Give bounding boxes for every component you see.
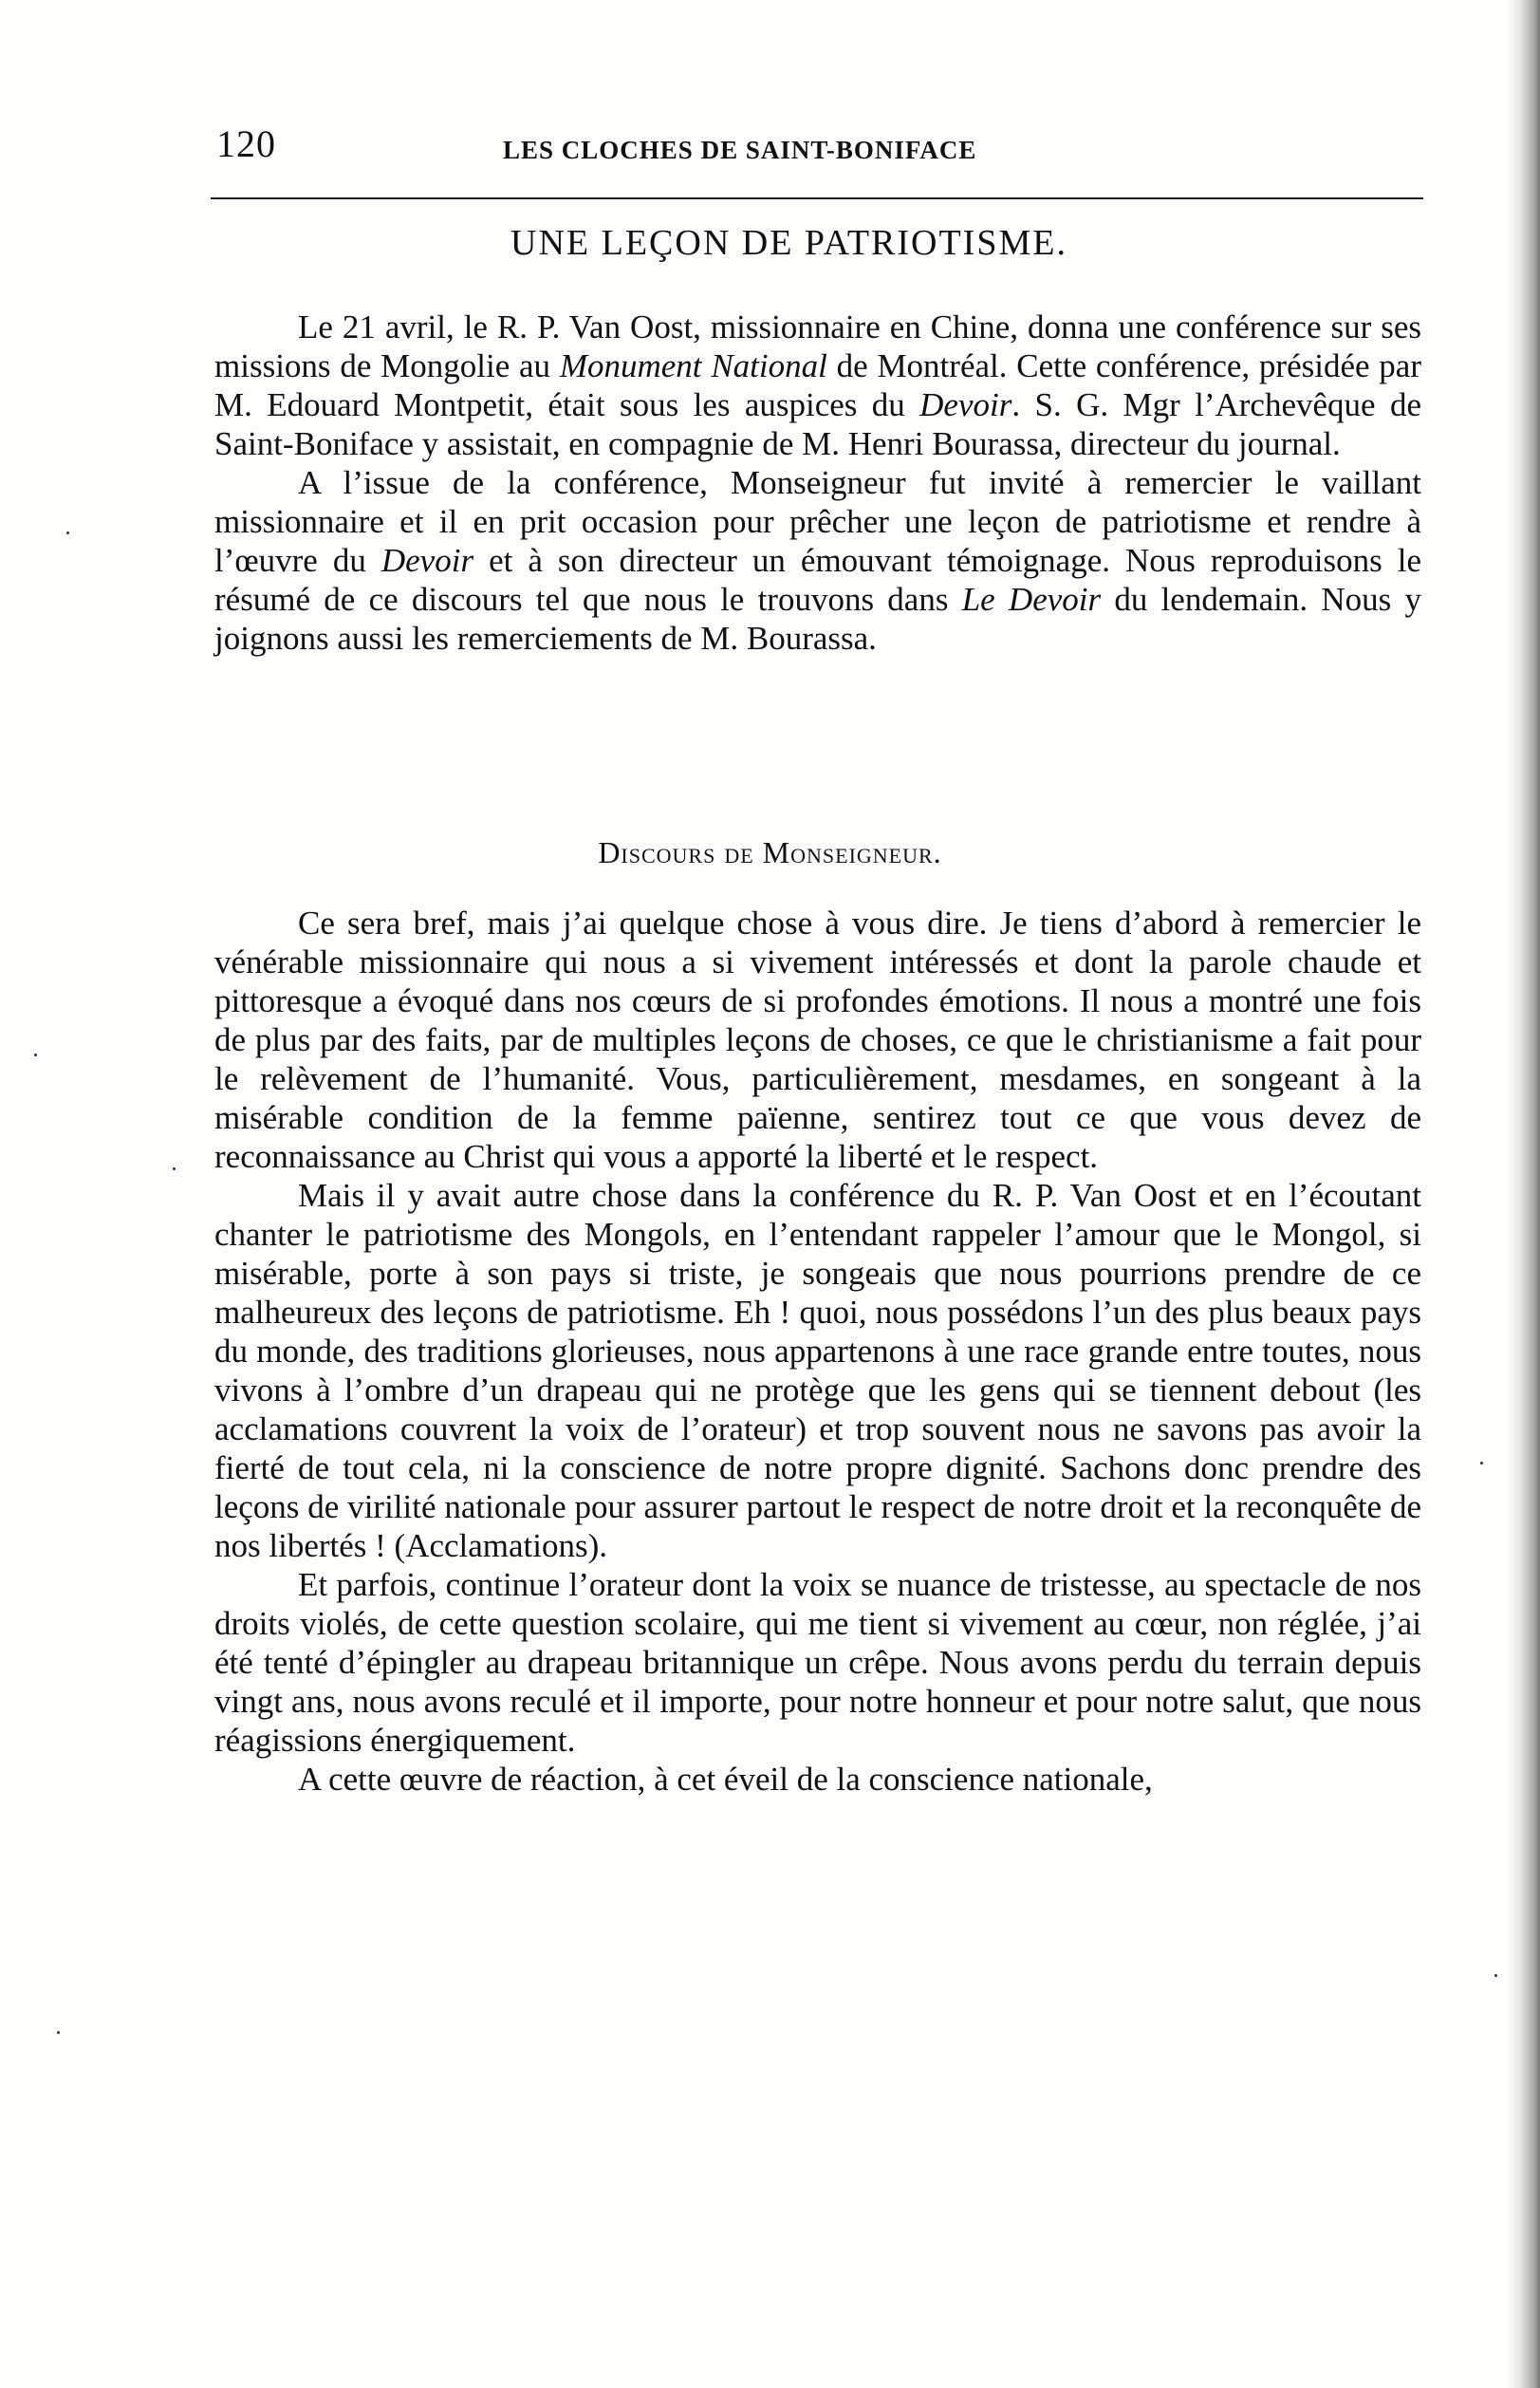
intro-1-text-a: Le 21 avril, le R. P. Van Oost, missionnaire en Chine, donna une conférence sur ses missions de Mongolie au <box>214 308 1421 384</box>
intro-1-italic-devoir: Devoir <box>919 386 1012 423</box>
scan-speck <box>57 2031 60 2034</box>
scan-speck <box>1480 1462 1483 1465</box>
page-edge-shadow <box>1506 0 1540 2388</box>
intro-2-italic-devoir: Devoir <box>380 542 474 579</box>
scan-speck <box>1494 1974 1497 1977</box>
intro-section <box>214 308 1421 658</box>
speech-subheading: Discours de Monseigneur. <box>598 835 942 869</box>
article-title: UNE LEÇON DE PATRIOTISME. <box>510 223 1067 263</box>
intro-2-text-b: et à son directeur un émouvant témoignage. Nous reproduisons le résumé de ce discours tel que nous le trouvons dans <box>214 542 1421 618</box>
intro-paragraph-2 <box>214 463 1421 658</box>
header-rule <box>211 197 1423 199</box>
intro-2-text-c: du lendemain. Nous y joignons aussi les remerciements de M. Bourassa. <box>214 581 1421 657</box>
intro-paragraph-1 <box>214 308 1421 463</box>
speech-paragraph-3: Et parfois, continue l’orateur dont la voix se nuance de tristesse, au spectacle de nos droits violés, de cette question scolaire, qui me tient si vivement au cœur, non réglée, j’ai été tenté d’épingler au drapeau britannique un crêpe. Nous avons perdu du terrain depuis vingt ans, nous avons reculé et il importe, pour notre honneur et pour notre salut, que nous réagissions énergiquement. <box>214 1566 1421 1759</box>
scan-speck <box>173 1167 176 1170</box>
speech-paragraph-1: Ce sera bref, mais j’ai quelque chose à vous dire. Je tiens d’abord à remercier le vénérable missionnaire qui nous a si vivement intéressés et dont la parole chaude et pittoresque a évoqué dans nos cœurs de si profondes émotions. Il nous a montré une fois de plus par des faits, par de multiples leçons de choses, ce que le christianisme a fait pour le relèvement de l’humanité. Vous, particulièrement, mesdames, en songeant à la misérable condition de la femme païenne, sentirez tout ce que vous devez de reconnaissance au Christ qui vous a apporté la liberté et le respect. <box>214 905 1421 1175</box>
page-number: 120 <box>216 122 276 165</box>
speech-section <box>214 904 1421 1799</box>
scan-speck <box>34 1054 37 1056</box>
scan-speck <box>66 532 69 534</box>
intro-2-text-a: A l’issue de la conférence, Monseigneur fut invité à remercier le vaillant missionnaire et il en prit occasion pour prêcher une leçon de patriotisme et rendre à l’œuvre du <box>214 464 1421 579</box>
running-title: LES CLOCHES DE SAINT-BONIFACE <box>503 136 977 164</box>
intro-2-italic-le-devoir: Le Devoir <box>961 581 1102 618</box>
intro-1-text-b: de Montréal. Cette conférence, présidée par M. Edouard Montpetit, était sous les auspices du <box>214 347 1421 423</box>
speech-paragraph-4: A cette œuvre de réaction, à cet éveil de la conscience nationale, <box>298 1761 1153 1798</box>
intro-1-text-c: . S. G. Mgr l’Archevêque de Saint-Boniface y assistait, en compagnie de M. Henri Bourassa, directeur du journal. <box>214 386 1421 462</box>
speech-paragraph-2: Mais il y avait autre chose dans la conférence du R. P. Van Oost et en l’écoutant chanter le patriotisme des Mongols, en l’entendant rappeler l’amour que le Mongol, si misérable, porte à son pays si triste, je songeais que nous pourrions prendre de ce malheureux des leçons de patriotisme. Eh ! quoi, nous possédons l’un des plus beaux pays du monde, des traditions glorieuses, nous appartenons à une race grande entre toutes, nous vivons à l’ombre d’un drapeau qui ne protège que les gens qui se tiennent debout (les acclamations couvrent la voix de l’orateur) et trop souvent nous ne savons pas avoir la fierté de tout cela, ni la conscience de notre propre dignité. Sachons donc prendre des leçons de virilité nationale pour assurer partout le respect de notre droit et la reconquête de nos libertés ! (Acclamations). <box>214 1177 1421 1564</box>
intro-1-italic-monument: Monument National <box>559 347 827 384</box>
